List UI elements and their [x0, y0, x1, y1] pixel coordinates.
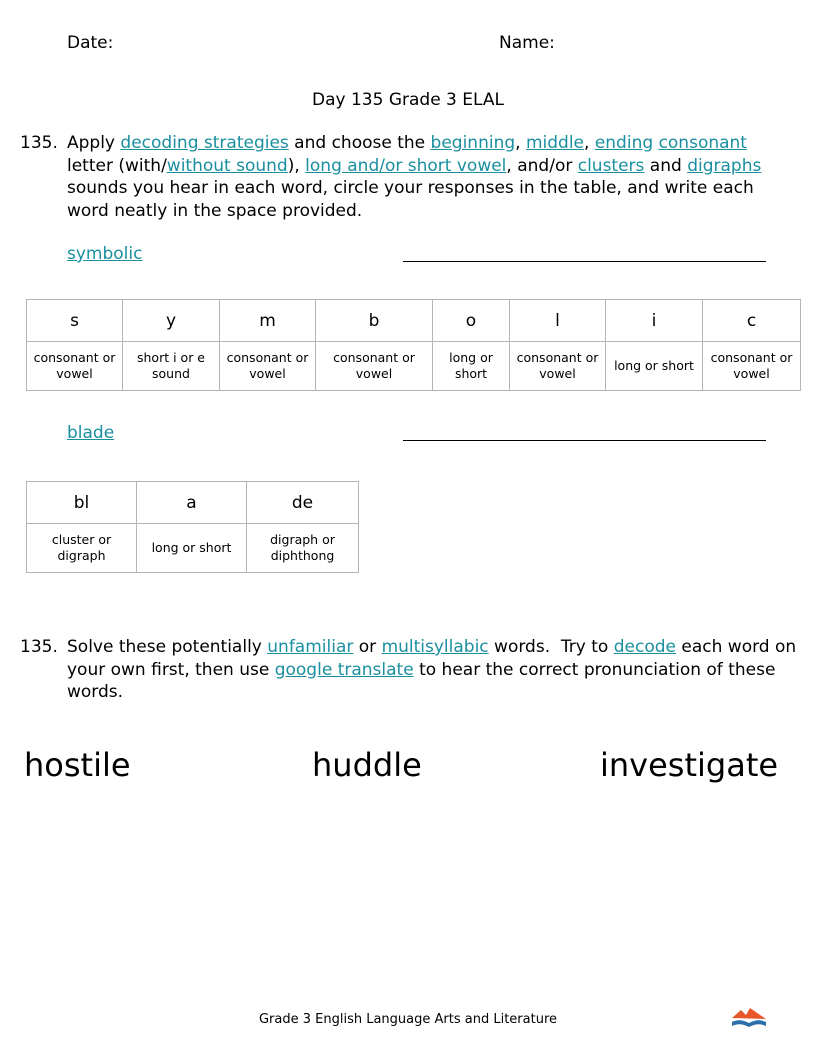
- option-cell[interactable]: cluster or digraph: [27, 524, 137, 573]
- link-beginning[interactable]: beginning: [430, 133, 516, 153]
- q1-text-8: , and/or: [506, 155, 578, 176]
- phonics-table-blade: [26, 481, 359, 573]
- link-without-sound[interactable]: without sound: [166, 155, 288, 176]
- vocab-word-investigate: investigate: [600, 746, 779, 784]
- link-decoding-strategies[interactable]: decoding strategies: [120, 133, 289, 153]
- write-line-blade[interactable]: [403, 440, 766, 441]
- q1-text-1: Apply: [67, 133, 121, 153]
- q2-text-1: Solve these potentially: [67, 637, 268, 657]
- date-label: Date:: [67, 33, 114, 53]
- letter-cell: s: [27, 300, 123, 342]
- letter-cell: bl: [27, 482, 137, 524]
- letter-cell: i: [606, 300, 703, 342]
- link-multisyllabic[interactable]: multisyllabic: [381, 637, 489, 657]
- link-clusters[interactable]: clusters: [577, 155, 645, 176]
- link-ending[interactable]: ending: [594, 133, 654, 153]
- option-cell[interactable]: long or short: [606, 342, 703, 391]
- link-consonant[interactable]: consonant: [658, 133, 747, 153]
- q2-text-4: each word on your own first, then use: [67, 637, 797, 680]
- page-title: Day 135 Grade 3 ELAL: [312, 90, 504, 110]
- question-2-text: [67, 636, 797, 704]
- letters-row: [27, 482, 359, 524]
- link-long-short-vowel[interactable]: long and/or short vowel: [305, 155, 507, 176]
- q1-text-6: letter (with/: [67, 155, 167, 176]
- option-cell[interactable]: consonant or vowel: [220, 342, 316, 391]
- question-2-number: 135.: [20, 637, 58, 657]
- link-digraphs[interactable]: digraphs: [687, 155, 762, 176]
- word-blade-link[interactable]: blade: [67, 423, 115, 443]
- q1-text-2: and choose the: [288, 133, 431, 153]
- letters-row: [27, 300, 801, 342]
- question-1-number: 135.: [20, 133, 58, 153]
- letter-cell: m: [220, 300, 316, 342]
- letter-cell: de: [247, 482, 359, 524]
- option-cell[interactable]: long or short: [433, 342, 510, 391]
- logo-book-shape: [732, 1020, 766, 1027]
- letter-cell: a: [137, 482, 247, 524]
- q1-text-7: ),: [287, 155, 306, 176]
- letter-cell: y: [123, 300, 220, 342]
- q2-text-5: to hear the correct pronunciation of these words.: [67, 659, 776, 702]
- option-cell[interactable]: consonant or vowel: [316, 342, 433, 391]
- name-label: Name:: [499, 33, 555, 53]
- q2-text-2: or: [353, 637, 382, 657]
- q1-text-3: ,: [515, 133, 526, 153]
- write-line-symbolic[interactable]: [403, 261, 766, 262]
- link-unfamiliar[interactable]: unfamiliar: [267, 637, 354, 657]
- option-cell[interactable]: consonant or vowel: [703, 342, 801, 391]
- letter-cell: c: [703, 300, 801, 342]
- q1-text-4: ,: [584, 133, 595, 153]
- vocab-word-huddle: huddle: [312, 746, 422, 784]
- letter-cell: b: [316, 300, 433, 342]
- link-decode[interactable]: decode: [613, 637, 676, 657]
- book-logo-icon: [730, 1004, 768, 1032]
- option-cell[interactable]: short i or e sound: [123, 342, 220, 391]
- logo-mountain-shape: [732, 1008, 766, 1019]
- option-cell[interactable]: long or short: [137, 524, 247, 573]
- letter-cell: l: [510, 300, 606, 342]
- footer-text: Grade 3 English Language Arts and Literature: [258, 1012, 558, 1027]
- phonics-table-symbolic: [26, 299, 801, 391]
- letter-cell: o: [433, 300, 510, 342]
- vocab-word-hostile: hostile: [24, 746, 131, 784]
- options-row: [27, 342, 801, 391]
- q2-text-3: words. Try to: [488, 637, 614, 657]
- options-row: [27, 524, 359, 573]
- option-cell[interactable]: digraph or diphthong: [247, 524, 359, 573]
- word-symbolic-link[interactable]: symbolic: [67, 244, 143, 264]
- link-middle[interactable]: middle: [525, 133, 585, 153]
- link-google-translate[interactable]: google translate: [274, 659, 414, 680]
- option-cell[interactable]: consonant or vowel: [510, 342, 606, 391]
- q1-text-9: and: [644, 155, 688, 176]
- question-1-text: [67, 132, 797, 222]
- option-cell[interactable]: consonant or vowel: [27, 342, 123, 391]
- q1-text-10: sounds you hear in each word, circle your responses in the table, and write each word neatly in the space provided.: [67, 178, 754, 221]
